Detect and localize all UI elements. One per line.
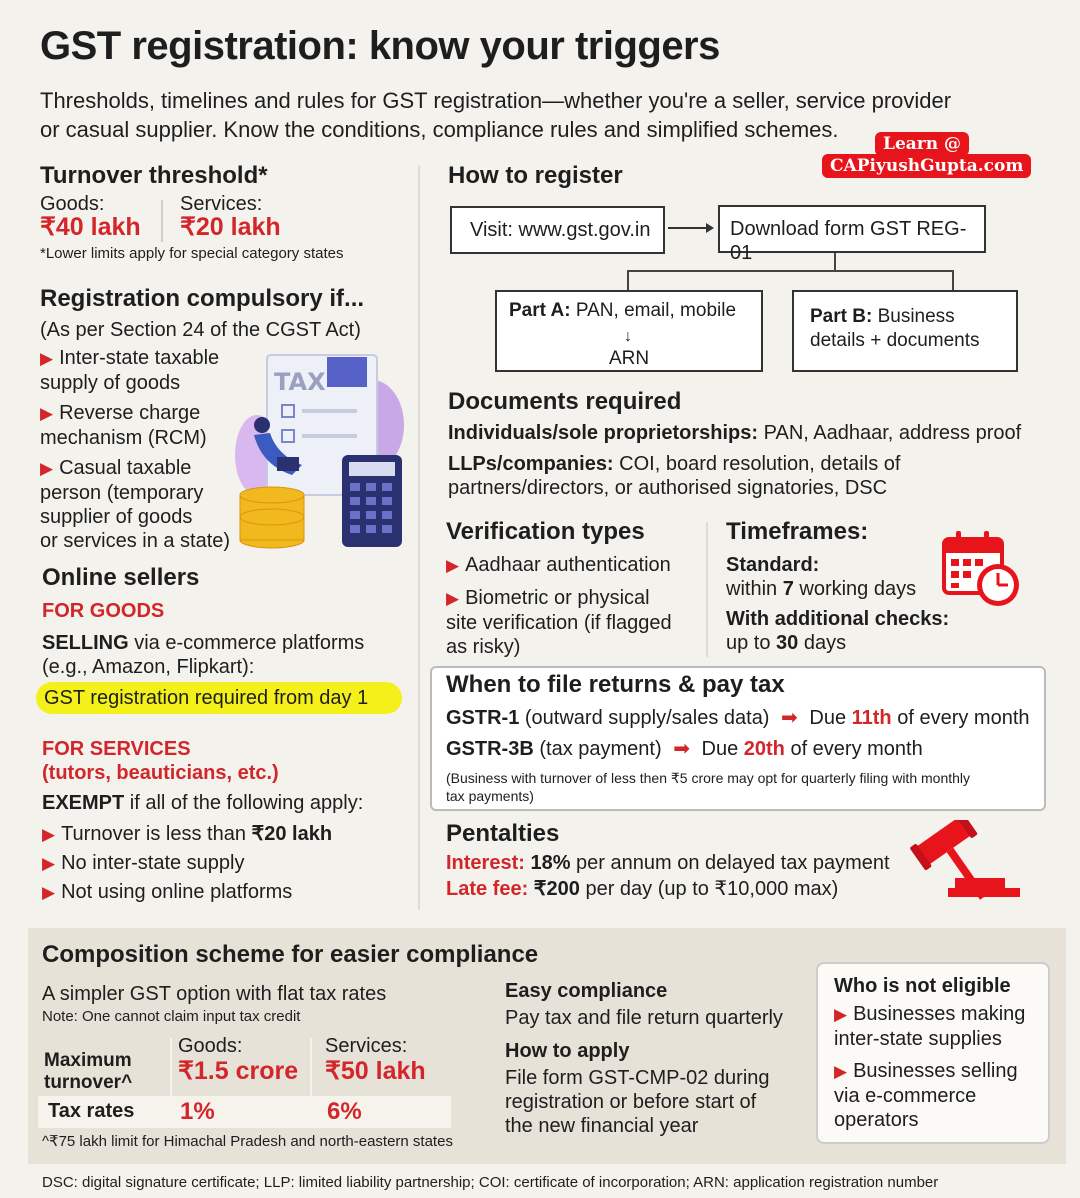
- compulsory-heading: Registration compulsory if...: [40, 285, 365, 312]
- how-to-apply-text: File form GST-CMP-02 during registration or before start of the new financial year: [505, 1067, 770, 1137]
- calendar-clock-icon: [940, 527, 1022, 614]
- exempt-item: ▶ No inter-state supply: [42, 852, 245, 874]
- exempt-item: ▶ Turnover is less than ₹20 lakh: [42, 823, 333, 845]
- documents-individuals: Individuals/sole proprietorships: PAN, Aadhaar, address proof: [448, 422, 1022, 444]
- table-divider: [310, 1038, 312, 1126]
- column-divider: [418, 165, 420, 910]
- ineligible-list: [834, 1002, 1025, 1132]
- bullet-triangle-icon: ▶: [834, 1062, 848, 1081]
- exempt-list: [42, 820, 332, 907]
- composition-heading: Composition scheme for easier compliance: [42, 941, 539, 968]
- timeframes-body: Standard: within 7 working days With additional checks: up to 30 days: [726, 554, 950, 654]
- documents-heading: Documents required: [448, 388, 682, 415]
- composition-note: Note: One cannot claim input tax credit: [42, 1008, 301, 1025]
- subtitle-line-1: Thresholds, timelines and rules for GST registration—whether you're a seller, service provider: [40, 88, 952, 113]
- goods-tax-rate: 1%: [180, 1098, 215, 1125]
- services-threshold-label: Services:: [180, 193, 263, 215]
- learn-badge-line-1: Learn @: [875, 132, 969, 156]
- compulsory-item: ▶ Casual taxable person (temporary supplier of goods or services in a state): [40, 457, 231, 552]
- download-box[interactable]: Download form GST REG-01: [718, 205, 986, 253]
- bullet-triangle-icon: ▶: [40, 349, 54, 368]
- part-b-box: Part B: Business details + documents: [792, 290, 1018, 372]
- bullet-triangle-icon: ▶: [40, 459, 54, 478]
- composition-footnote: ^₹75 lakh limit for Himachal Pradesh and north-eastern states: [42, 1133, 453, 1150]
- threshold-divider: [161, 200, 163, 242]
- connector: [834, 253, 836, 271]
- bullet-triangle-icon: ▶: [834, 1005, 848, 1024]
- bullet-triangle-icon: ▶: [42, 854, 56, 873]
- returns-note: (Business with turnover of less then ₹5 crore may opt for quarterly filing with monthly tax payments): [446, 770, 971, 804]
- composition-table: [38, 1032, 453, 1130]
- table-divider: [170, 1038, 172, 1126]
- verification-heading: Verification types: [446, 518, 645, 545]
- composition-sub: A simpler GST option with flat tax rates: [42, 983, 387, 1005]
- late-fee-row: Late fee: ₹200 per day (up to ₹10,000 max): [446, 878, 839, 900]
- tax-illustration: [232, 345, 412, 550]
- visit-box[interactable]: Visit: www.gst.gov.in: [450, 206, 665, 254]
- tax-illustration-text: TAX: [274, 368, 326, 396]
- documents-llps: LLPs/companies: COI, board resolution, details of partners/directors, or authorised signatories, DSC: [448, 453, 901, 499]
- services-col-header: Services:: [325, 1035, 408, 1057]
- bullet-triangle-icon: ▶: [446, 589, 460, 608]
- bullet-triangle-icon: ▶: [446, 556, 460, 575]
- gstr1-row: GSTR-1 (outward supply/sales data) ➡ Due 11th of every month: [446, 707, 1030, 729]
- gstr3b-row: GSTR-3B (tax payment) ➡ Due 20th of every month: [446, 738, 923, 760]
- bullet-triangle-icon: ▶: [40, 404, 54, 423]
- connector: [627, 270, 629, 290]
- timeframes-heading: Timeframes:: [726, 518, 869, 545]
- gavel-icon: [900, 820, 1025, 905]
- register-heading: How to register: [448, 162, 623, 189]
- goods-threshold-label: Goods:: [40, 193, 105, 215]
- compulsory-sub: (As per Section 24 of the CGST Act): [40, 319, 361, 341]
- how-to-apply-heading: How to apply: [505, 1040, 630, 1062]
- compulsory-item: ▶ Reverse charge mechanism (RCM): [40, 402, 207, 449]
- goods-col-header: Goods:: [178, 1035, 243, 1057]
- subtitle: [40, 86, 951, 144]
- for-goods-heading: FOR GOODS: [42, 600, 165, 622]
- services-max-turnover: ₹50 lakh: [325, 1057, 426, 1085]
- services-threshold-value: ₹20 lakh: [180, 213, 281, 241]
- compulsory-list: [40, 346, 240, 553]
- connector: [627, 270, 954, 272]
- verification-divider: [706, 522, 708, 657]
- goods-max-turnover: ₹1.5 crore: [178, 1057, 299, 1085]
- ineligible-heading: Who is not eligible: [834, 975, 1011, 997]
- online-sellers-heading: Online sellers: [42, 564, 200, 591]
- day-one-text: GST registration required from day 1: [44, 687, 369, 709]
- subtitle-line-2: or casual supplier. Know the conditions, compliance rules and simplified schemes.: [40, 117, 839, 142]
- arrow-right-icon: [666, 220, 716, 241]
- arrow-right-icon: ➡: [781, 707, 798, 729]
- services-tax-rate: 6%: [327, 1098, 362, 1125]
- selling-text: SELLING via e-commerce platforms (e.g., Amazon, Flipkart):: [42, 632, 365, 678]
- returns-heading: When to file returns & pay tax: [446, 671, 785, 698]
- bullet-triangle-icon: ▶: [42, 883, 56, 902]
- verification-item: ▶ Biometric or physical site verification (if flagged as risky): [446, 587, 672, 658]
- page-title: GST registration: know your triggers: [40, 24, 720, 68]
- compulsory-item: ▶ Inter-state taxable supply of goods: [40, 347, 220, 394]
- learn-badge-line-2: CAPiyushGupta.com: [822, 154, 1031, 178]
- verification-list: [446, 553, 696, 659]
- arrow-right-icon: ➡: [673, 738, 690, 760]
- verification-item: ▶ Aadhaar authentication: [446, 554, 671, 576]
- ineligible-item: ▶ Businesses selling via e-commerce operators: [834, 1060, 1018, 1131]
- threshold-note: *Lower limits apply for special category states: [40, 245, 344, 262]
- goods-threshold-value: ₹40 lakh: [40, 213, 141, 241]
- turnover-heading: Turnover threshold*: [40, 162, 268, 189]
- arrow-down-icon: ↓: [624, 328, 632, 345]
- max-turnover-label: Maximum turnover^: [44, 1050, 133, 1093]
- penalties-heading: Pentalties: [446, 820, 560, 847]
- learn-badge[interactable]: [822, 132, 1022, 178]
- easy-compliance-heading: Easy compliance: [505, 980, 668, 1002]
- exempt-text: EXEMPT if all of the following apply:: [42, 792, 364, 814]
- easy-compliance-text: Pay tax and file return quarterly: [505, 1007, 783, 1029]
- connector: [952, 270, 954, 290]
- bullet-triangle-icon: ▶: [42, 825, 56, 844]
- footer-glossary: DSC: digital signature certificate; LLP: limited liability partnership; COI: certificate of incorporation; ARN: application registration number: [42, 1174, 939, 1191]
- ineligible-item: ▶ Businesses making inter-state supplies: [834, 1003, 1026, 1050]
- for-services-heading: FOR SERVICES (tutors, beauticians, etc.): [42, 738, 279, 784]
- exempt-item: ▶ Not using online platforms: [42, 881, 293, 903]
- part-a-box: Part A: PAN, email, mobile ↓ ARN: [495, 290, 763, 372]
- tax-rates-label: Tax rates: [48, 1100, 135, 1122]
- interest-row: Interest: 18% per annum on delayed tax payment: [446, 852, 890, 874]
